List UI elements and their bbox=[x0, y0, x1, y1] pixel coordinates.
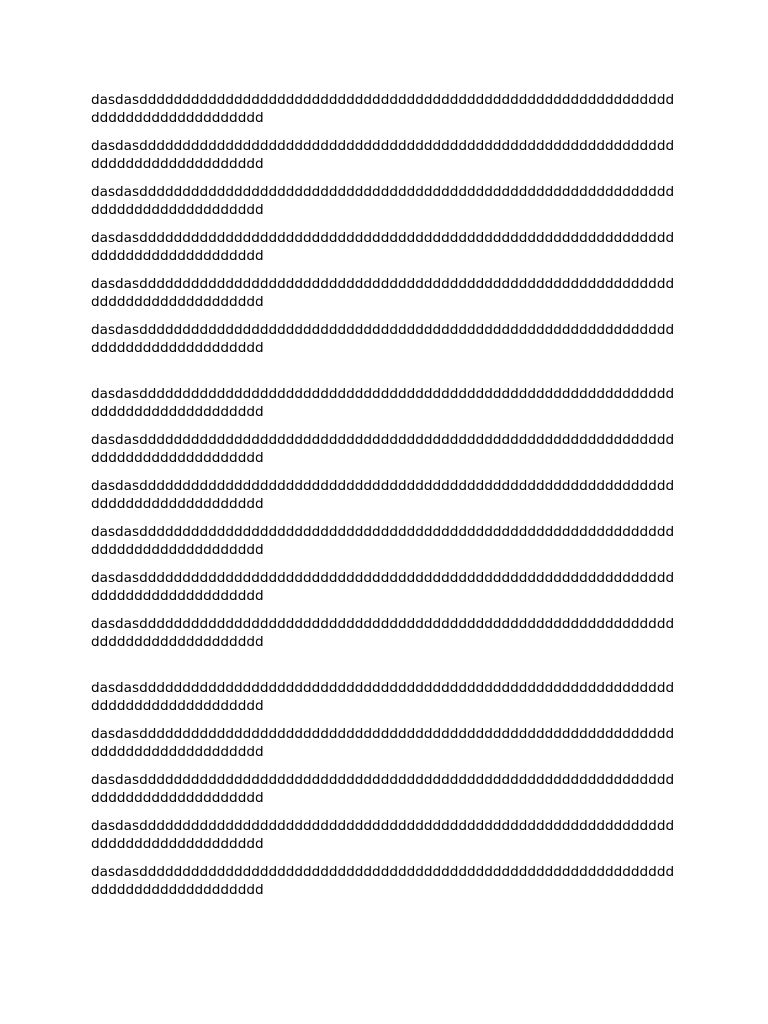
paragraph bbox=[91, 615, 691, 651]
paragraph-line: dasdasdddddddddddddddddddddddddddddddddddddddddddddddddddddddddddddd bbox=[91, 864, 675, 880]
paragraph-line: dasdasdddddddddddddddddddddddddddddddddddddddddddddddddddddddddddddd bbox=[91, 726, 675, 742]
paragraph-line: dasdasdddddddddddddddddddddddddddddddddddddddddddddddddddddddddddddd bbox=[91, 432, 675, 448]
paragraph bbox=[91, 137, 691, 173]
paragraph bbox=[91, 817, 691, 853]
paragraph-line: dddddddddddddddddddd bbox=[91, 698, 264, 714]
paragraph-line: dddddddddddddddddddd bbox=[91, 542, 264, 558]
paragraph bbox=[91, 523, 691, 559]
paragraph-line: dddddddddddddddddddd bbox=[91, 744, 264, 760]
paragraph-line: dasdasdddddddddddddddddddddddddddddddddddddddddddddddddddddddddddddd bbox=[91, 184, 675, 200]
paragraph-line: dasdasdddddddddddddddddddddddddddddddddddddddddddddddddddddddddddddd bbox=[91, 680, 675, 696]
paragraph bbox=[91, 229, 691, 265]
paragraph-line: dddddddddddddddddddd bbox=[91, 404, 264, 420]
paragraph bbox=[91, 431, 691, 467]
paragraph-line: dasdasdddddddddddddddddddddddddddddddddddddddddddddddddddddddddddddd bbox=[91, 616, 675, 632]
paragraph bbox=[91, 771, 691, 807]
paragraph-line: dddddddddddddddddddd bbox=[91, 248, 264, 264]
paragraph-line: dasdasdddddddddddddddddddddddddddddddddddddddddddddddddddddddddddddd bbox=[91, 322, 675, 338]
document-body[interactable] bbox=[91, 91, 691, 899]
paragraph bbox=[91, 183, 691, 219]
paragraph-line: dddddddddddddddddddd bbox=[91, 294, 264, 310]
paragraph bbox=[91, 385, 691, 421]
paragraph-line: dasdasdddddddddddddddddddddddddddddddddddddddddddddddddddddddddddddd bbox=[91, 92, 675, 108]
paragraph bbox=[91, 569, 691, 605]
paragraph bbox=[91, 725, 691, 761]
paragraph-line: dasdasdddddddddddddddddddddddddddddddddddddddddddddddddddddddddddddd bbox=[91, 230, 675, 246]
paragraph bbox=[91, 679, 691, 715]
paragraph-line: dddddddddddddddddddd bbox=[91, 202, 264, 218]
paragraph-line: dddddddddddddddddddd bbox=[91, 836, 264, 852]
paragraph bbox=[91, 91, 691, 127]
paragraph-line: dddddddddddddddddddd bbox=[91, 340, 264, 356]
paragraph-line: dddddddddddddddddddd bbox=[91, 790, 264, 806]
paragraph-line: dasdasdddddddddddddddddddddddddddddddddddddddddddddddddddddddddddddd bbox=[91, 772, 675, 788]
paragraph-line: dasdasdddddddddddddddddddddddddddddddddddddddddddddddddddddddddddddd bbox=[91, 276, 675, 292]
paragraph bbox=[91, 863, 691, 899]
paragraph-group-1 bbox=[91, 91, 691, 357]
paragraph-line: dasdasdddddddddddddddddddddddddddddddddddddddddddddddddddddddddddddd bbox=[91, 478, 675, 494]
paragraph bbox=[91, 477, 691, 513]
paragraph-line: dddddddddddddddddddd bbox=[91, 882, 264, 898]
paragraph-line: dddddddddddddddddddd bbox=[91, 450, 264, 466]
paragraph-line: dddddddddddddddddddd bbox=[91, 156, 264, 172]
paragraph-line: dasdasdddddddddddddddddddddddddddddddddddddddddddddddddddddddddddddd bbox=[91, 386, 675, 402]
paragraph bbox=[91, 275, 691, 311]
paragraph-group-2 bbox=[91, 385, 691, 651]
paragraph-group-3 bbox=[91, 679, 691, 899]
paragraph-line: dasdasdddddddddddddddddddddddddddddddddddddddddddddddddddddddddddddd bbox=[91, 524, 675, 540]
paragraph-line: dddddddddddddddddddd bbox=[91, 110, 264, 126]
paragraph bbox=[91, 321, 691, 357]
paragraph-line: dasdasdddddddddddddddddddddddddddddddddddddddddddddddddddddddddddddd bbox=[91, 570, 675, 586]
paragraph-line: dasdasdddddddddddddddddddddddddddddddddddddddddddddddddddddddddddddd bbox=[91, 138, 675, 154]
paragraph-line: dddddddddddddddddddd bbox=[91, 496, 264, 512]
paragraph-line: dddddddddddddddddddd bbox=[91, 588, 264, 604]
paragraph-line: dasdasdddddddddddddddddddddddddddddddddddddddddddddddddddddddddddddd bbox=[91, 818, 675, 834]
paragraph-line: dddddddddddddddddddd bbox=[91, 634, 264, 650]
